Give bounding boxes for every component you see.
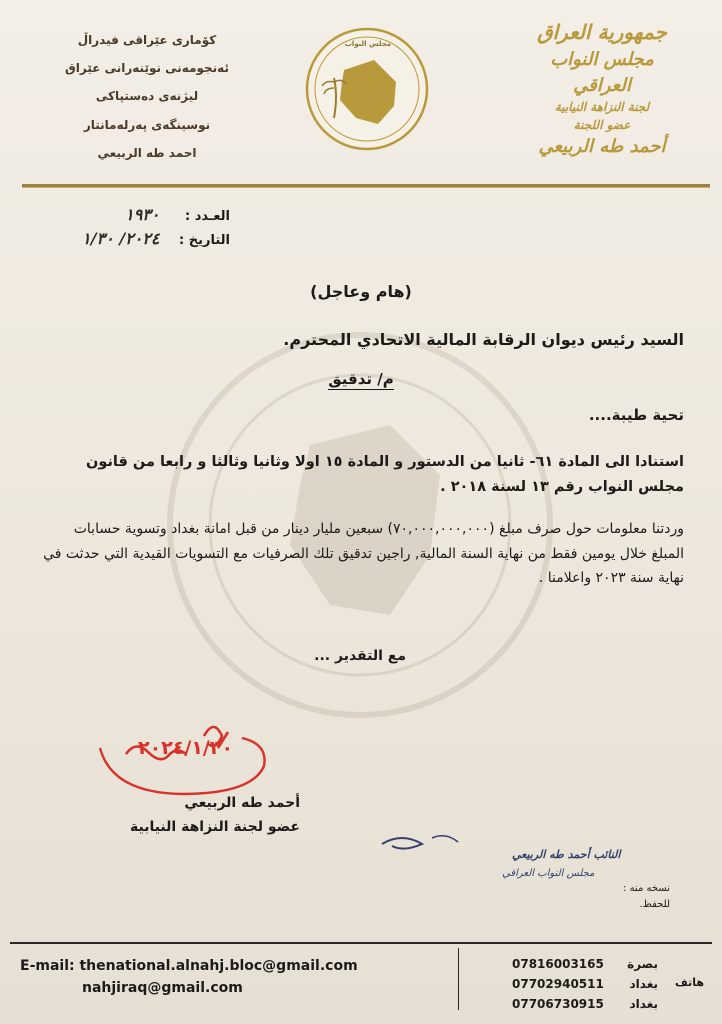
official-stamp-icon <box>352 826 621 890</box>
footer-phones <box>512 955 658 1014</box>
header-right-line: لجنة النزاهة النيابية <box>554 100 650 115</box>
reference-date-label: التاريخ : <box>179 233 230 248</box>
phone-row <box>512 995 658 1015</box>
header-right-block <box>522 18 682 160</box>
header-right-line: عضو اللجنة <box>573 117 631 132</box>
paragraph-legal-basis: استنادا الى المادة ٦١- ثانيا من الدستور و المادة ١٥ اولا وثانيا وثالثا و رابعا من قانون مجلس النواب رقم ١٣ لسنة ٢٠١٨ . <box>86 454 684 496</box>
phone-number: 07706730915 <box>512 996 604 1011</box>
copy-to-block <box>592 881 670 912</box>
subject-text: م/ تدقيق <box>328 370 394 388</box>
header-divider <box>22 184 710 188</box>
phone-label: هاتف <box>675 976 704 989</box>
header-left-block <box>62 26 232 167</box>
header-left-line: لیژنەی دەستپاکی <box>95 89 199 104</box>
seal-label: مجلس النواب <box>344 40 392 48</box>
email-prefix: E-mail: <box>20 958 75 974</box>
reference-number-value: ١٩٣٠ <box>125 205 160 224</box>
header-right-line: أحمد طه الربيعي <box>538 135 666 157</box>
copy-to-label: نسخه منه : <box>623 883 670 894</box>
reference-date-value: ٢٠٢٤/ ١/٣٠ <box>82 229 160 248</box>
footer-divider <box>10 942 712 944</box>
reference-number-label: العـدد : <box>184 209 230 224</box>
addressee-line: السيد رئيس ديوان الرقابة المالية الاتحادي المحترم. <box>283 330 684 349</box>
phone-number: 07702940511 <box>512 976 604 991</box>
header-left-line: ئەنجومەنی نوێنەرانی عێراق <box>65 61 229 76</box>
footer-emails <box>20 955 380 1000</box>
header-left-line: نوسینگەی پەرلەمانتار <box>83 117 211 132</box>
header-left-line: احمد طه الربيعي <box>97 145 197 160</box>
email-link-1[interactable]: thenational.alnahj.bloc@gmail.com <box>79 958 358 974</box>
urgent-marker: (هام وعاجل) <box>310 282 412 301</box>
stamp-line-2: مجلس النواب العراقي <box>502 868 595 879</box>
phone-row <box>512 955 658 975</box>
email-link-2[interactable]: nahjiraq@gmail.com <box>82 980 243 997</box>
header-right-line: مجلس النواب العراقي <box>550 49 654 97</box>
email-row <box>20 955 380 977</box>
paragraph-request: وردتنا معلومات حول صرف مبلغ (٧٠,٠٠٠,٠٠٠,٠٠٠) سبعين مليار دينار من قبل امانة بغداد وتسوية حسابات المبلغ خلال يومين فقط من نهاية السنة المالية, راجين تدقيق تلك الصرفيات مع التسويات القيدية التي حدثت في نهاية سنة ٢٠٢٣ واعلامنا . <box>43 521 684 586</box>
signer-block <box>110 792 300 840</box>
phone-number: 07816003165 <box>512 957 604 971</box>
phone-city: بغداد <box>629 976 658 991</box>
footer-separator <box>458 948 459 1010</box>
closing-line: مع التقدير ... <box>314 648 406 664</box>
reference-date-row <box>60 227 230 251</box>
subject-line <box>0 370 722 388</box>
phone-row <box>512 975 658 995</box>
phone-city: بصرة <box>627 957 658 971</box>
greeting-line: تحية طيبة.... <box>588 406 684 424</box>
signer-name: أحمد طه الربيعي <box>184 795 300 811</box>
stamp-line-1: النائب أحمد طه الربيعي <box>512 848 621 861</box>
copy-to-item: للحفظ. <box>639 898 670 910</box>
phone-city: بغداد <box>629 996 658 1011</box>
signer-title: عضو لجنة النزاهة النيابية <box>130 818 300 835</box>
reference-number-row <box>60 203 230 227</box>
signature-date: ٢٠٢٤/١/٣٠ <box>138 737 234 759</box>
reference-block <box>60 203 230 251</box>
header-left-line: كۆماری عێراقی فیدراڵ <box>77 33 217 47</box>
header-right-line: جمهورية العراق <box>537 20 667 44</box>
